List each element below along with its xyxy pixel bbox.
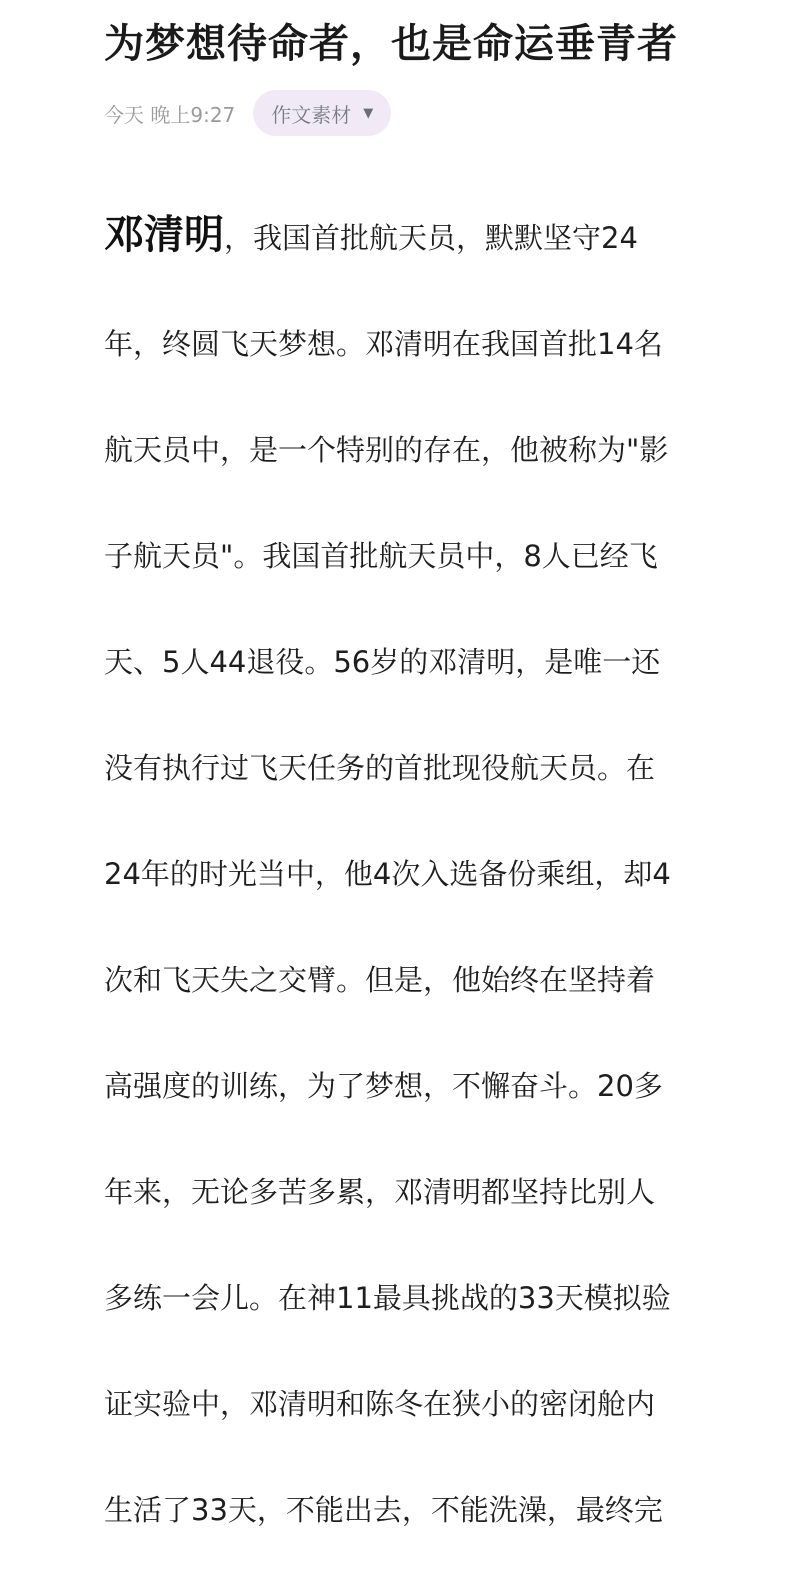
article-line: 天、5人44退役。56岁的邓清明，是唯一还: [104, 645, 661, 679]
article-meta: [104, 90, 391, 136]
publish-time: 今天 晚上9:27: [104, 102, 236, 127]
caret-down-icon: ▼: [363, 105, 374, 121]
article-line: 生活了33天，不能出去，不能洗澡，最终完: [104, 1493, 663, 1527]
article-line: 年，终圆飞天梦想。邓清明在我国首批14名: [104, 327, 663, 361]
article-line-1-text: ，我国首批航天员，默默坚守24: [224, 221, 638, 255]
article-line: 多练一会儿。在神11最具挑战的33天模拟验: [104, 1281, 671, 1315]
article-line: 子航天员"。我国首批航天员中，8人已经飞: [104, 539, 658, 573]
article-line: 证实验中，邓清明和陈冬在狭小的密闭舱内: [104, 1387, 656, 1421]
article-body: [104, 156, 704, 1590]
article-line: 没有执行过飞天任务的首批现役航天员。在: [104, 751, 656, 785]
article-title: 为梦想待命者，也是命运垂青者: [104, 21, 678, 67]
article-line: 次和飞天失之交臂。但是，他始终在坚持着: [104, 963, 656, 997]
article-line: 年来，无论多苦多累，邓清明都坚持比别人: [104, 1175, 656, 1209]
category-tag-dropdown[interactable]: [253, 90, 391, 136]
article-line: 24年的时光当中，他4次入选备份乘组，却4: [104, 857, 671, 891]
person-name: 邓清明: [104, 212, 224, 258]
article-line: 航天员中，是一个特别的存在，他被称为"影: [104, 433, 669, 467]
article-line-1: [104, 209, 704, 265]
article-line: 高强度的训练，为了梦想，不懈奋斗。20多: [104, 1069, 663, 1103]
category-label: 作文素材: [271, 102, 352, 127]
